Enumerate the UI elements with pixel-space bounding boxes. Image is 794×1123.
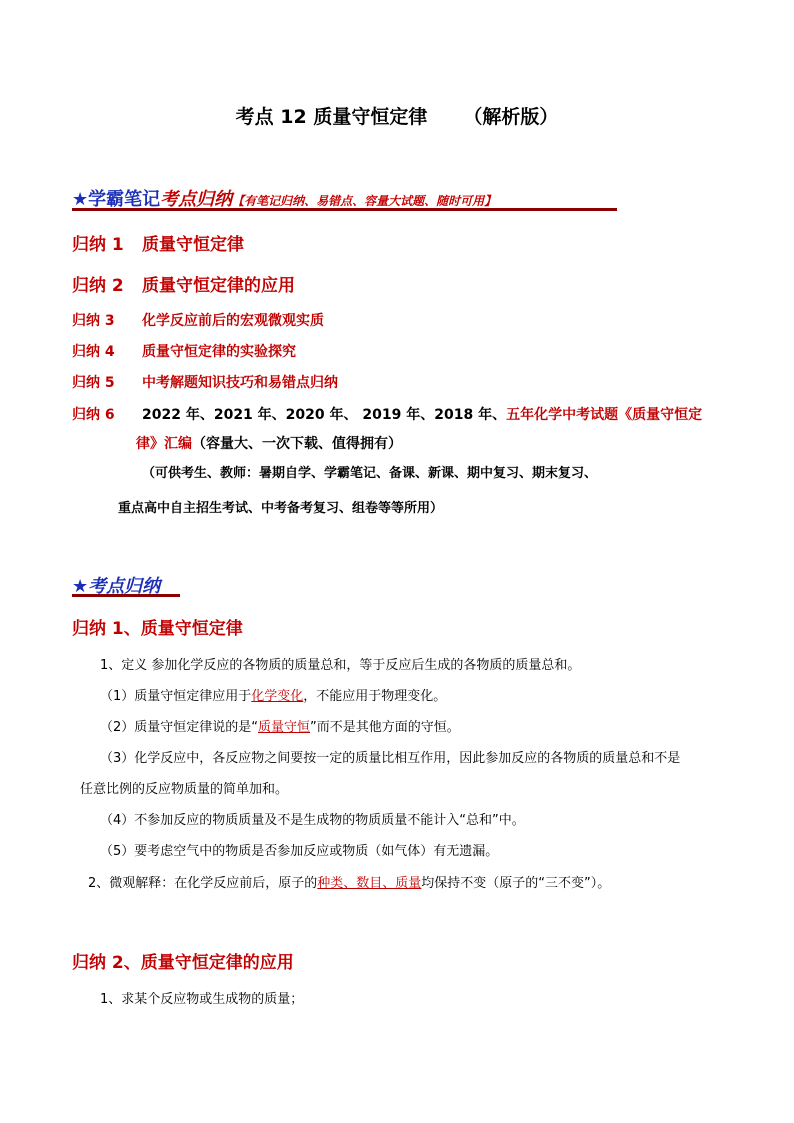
toc-item-5: 归纳 5 中考解题知识技巧和易错点归纳 (72, 375, 338, 391)
section-heading: ★考点归纳 (72, 576, 161, 597)
toc-item-6-line3: （可供考生、教师：暑期自学、学霸笔记、备课、新课、期中复习、期末复习、 (142, 466, 598, 481)
star-icon: ★ (72, 576, 89, 597)
toc-item-6: 归纳 6 2022 年、2021 年、2020 年、 2019 年、2018 年、五年化学中考试题《质量守恒定 (72, 407, 703, 423)
item-3: （3）化学反应中，各反应物之间要按一定的质量比相互作用，因此参加反应的各物质的质量总和不是 (100, 751, 681, 766)
heading-1: 归纳 1、质量守恒定律 (72, 619, 243, 639)
star-icon: ★ (72, 189, 89, 210)
toc-item-1: 归纳 1 质量守恒定律 (72, 235, 244, 255)
item-micro: 2、微观解释：在化学反应前后，原子的种类、数目、质量均保持不变（原子的“三不变”）。 (88, 876, 611, 891)
section-underline (72, 594, 180, 597)
item-1: （1）质量守恒定律应用于化学变化，不能应用于物理变化。 (100, 689, 447, 704)
item-4: （4）不参加反应的物质质量及不是生成物的物质质量不能计入“总和”中。 (100, 813, 525, 828)
heading-2: 归纳 2、质量守恒定律的应用 (72, 953, 294, 973)
item-3-cont: 任意比例的反应物质量的简单加和。 (80, 782, 289, 797)
toc-item-2: 归纳 2 质量守恒定律的应用 (72, 276, 295, 296)
toc-item-6-line2: 律》汇编（容量大、一次下载、值得拥有） (136, 436, 402, 452)
page-title: 考点 12 质量守恒定律 （解析版） (235, 106, 559, 128)
banner-underline (72, 208, 617, 211)
item-definition: 1、定义 参加化学反应的各物质的质量总和，等于反应后生成的各物质的质量总和。 (100, 658, 581, 673)
item-5: （5）要考虑空气中的物质是否参加反应或物质（如气体）有无遗漏。 (100, 844, 499, 859)
item-apply-1: 1、求某个反应物或生成物的质量； (100, 992, 304, 1007)
toc-item-4: 归纳 4 质量守恒定律的实验探究 (72, 344, 296, 360)
toc-item-3: 归纳 3 化学反应前后的宏观微观实质 (72, 313, 324, 329)
item-2: （2）质量守恒定律说的是“质量守恒”而不是其他方面的守恒。 (100, 720, 460, 735)
toc-item-6-line4: 重点高中自主招生考试、中考备考复习、组卷等等所用） (118, 501, 444, 516)
banner-heading: ★学霸笔记考点归纳【有笔记归纳、易错点、容量大试题、随时可用】 (72, 189, 497, 210)
